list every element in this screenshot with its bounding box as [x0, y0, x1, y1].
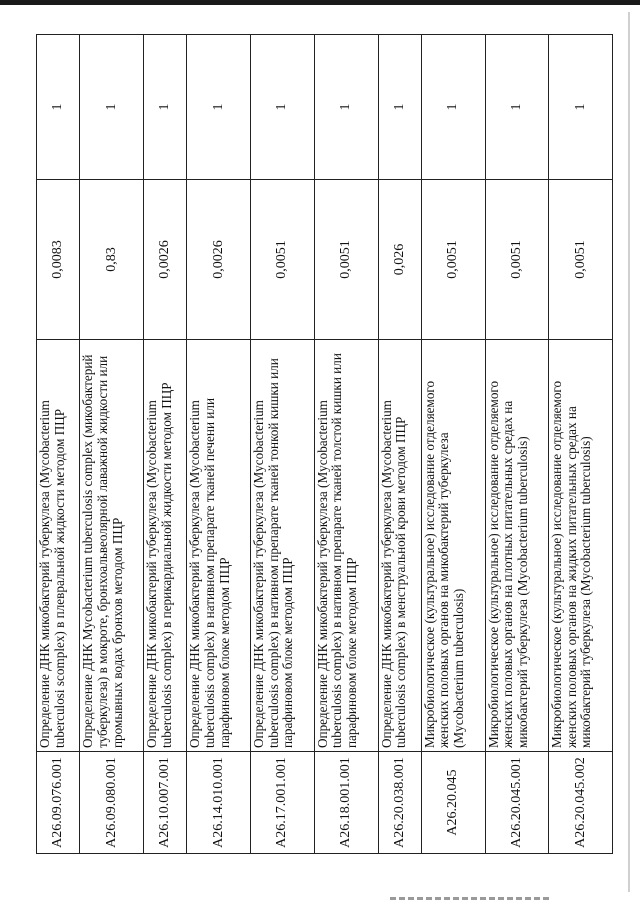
table-row — [251, 35, 315, 854]
multiplicity-value: 1 — [144, 35, 187, 180]
table-row — [485, 35, 549, 854]
table-row — [144, 35, 187, 854]
frequency-value: 0,0051 — [485, 180, 549, 340]
service-description: Определение ДНК микобактерий туберкулеза (Mycobacterium tuberculosis complex) в нативном препарате тканей печени или парафиновом блоке методом ПЦР — [187, 340, 251, 752]
service-code: A26.17.001.001 — [251, 752, 315, 854]
frequency-value: 0,0051 — [421, 180, 485, 340]
service-description: Микробиологическое (культуральное) исследование отделяемого женских половых органов на микобактерий туберкулеза (Mycobacterium tuberculosis) — [421, 340, 485, 752]
frequency-value: 0,0051 — [549, 180, 613, 340]
service-code: A26.20.045.001 — [485, 752, 549, 854]
table-row — [80, 35, 144, 854]
frequency-value: 0,0083 — [37, 180, 80, 340]
service-description: Определение ДНК микобактерий туберкулеза (Mycobacterium tuberculosis complex) в нативном препарате тканей толстой кишки или парафиновом блоке методом ПЦР — [314, 340, 378, 752]
multiplicity-value: 1 — [314, 35, 378, 180]
page-edge-shadow — [628, 12, 630, 892]
service-description: Определение ДНК микобактерий туберкулеза (Mycobacterium tuberculosis complex) в нативном препарате тканей тонкой кишки или парафиновом блоке методом ПЦР — [251, 340, 315, 752]
multiplicity-value: 1 — [378, 35, 421, 180]
service-code: A26.20.038.001 — [378, 752, 421, 854]
frequency-value: 0,83 — [80, 180, 144, 340]
table-row — [37, 35, 80, 854]
table-row — [187, 35, 251, 854]
multiplicity-value: 1 — [80, 35, 144, 180]
rotated-table-container — [36, 34, 613, 854]
frequency-value: 0,0051 — [251, 180, 315, 340]
service-description: Определение ДНК микобактерий туберкулеза (Mycobacterium tuberculosi scomplex) в плевральной жидкости методом ПЦР — [37, 340, 80, 752]
service-description: Определение ДНК микобактерий туберкулеза (Mycobacterium tuberculosis complex) в перикардиальной жидкости методом ПЦР — [144, 340, 187, 752]
service-description: Микробиологическое (культуральное) исследование отделяемого женских половых органов на жидких питательных средах на микобактерий туберкулеза (Mycobacterium tuberculosis) — [549, 340, 613, 752]
table-row — [549, 35, 613, 854]
frequency-value: 0,0026 — [144, 180, 187, 340]
table-row — [378, 35, 421, 854]
frequency-value: 0,0026 — [187, 180, 251, 340]
multiplicity-value: 1 — [421, 35, 485, 180]
service-code: A26.09.076.001 — [37, 752, 80, 854]
services-table — [36, 34, 613, 854]
service-code: A26.18.001.001 — [314, 752, 378, 854]
multiplicity-value: 1 — [37, 35, 80, 180]
service-code: A26.20.045 — [421, 752, 485, 854]
service-description: Определение ДНК микобактерий туберкулеза (Mycobacterium tuberculosis complex) в менструальной крови методом ПЦР — [378, 340, 421, 752]
service-code: A26.09.080.001 — [80, 752, 144, 854]
service-code: A26.14.010.001 — [187, 752, 251, 854]
service-description: Микробиологическое (культуральное) исследование отделяемого женских половых органов на плотных питательных средах на микобактерий туберкулеза (Mycobacterium tuberculosis) — [485, 340, 549, 752]
page-top-border — [0, 0, 640, 5]
frequency-value: 0,026 — [378, 180, 421, 340]
table-row — [421, 35, 485, 854]
frequency-value: 0,0051 — [314, 180, 378, 340]
table-row — [314, 35, 378, 854]
page-bottom-mark — [390, 897, 550, 900]
multiplicity-value: 1 — [549, 35, 613, 180]
multiplicity-value: 1 — [187, 35, 251, 180]
service-code: A26.20.045.002 — [549, 752, 613, 854]
service-code: A26.10.007.001 — [144, 752, 187, 854]
multiplicity-value: 1 — [485, 35, 549, 180]
service-description: Определение ДНК Mycobacterium tuberculosis complex (микобактерий туберкулеза) в мокроте, бронхоальвеолярной лаважной жидкости или промывных водах бронхов методом ПЦР — [80, 340, 144, 752]
multiplicity-value: 1 — [251, 35, 315, 180]
